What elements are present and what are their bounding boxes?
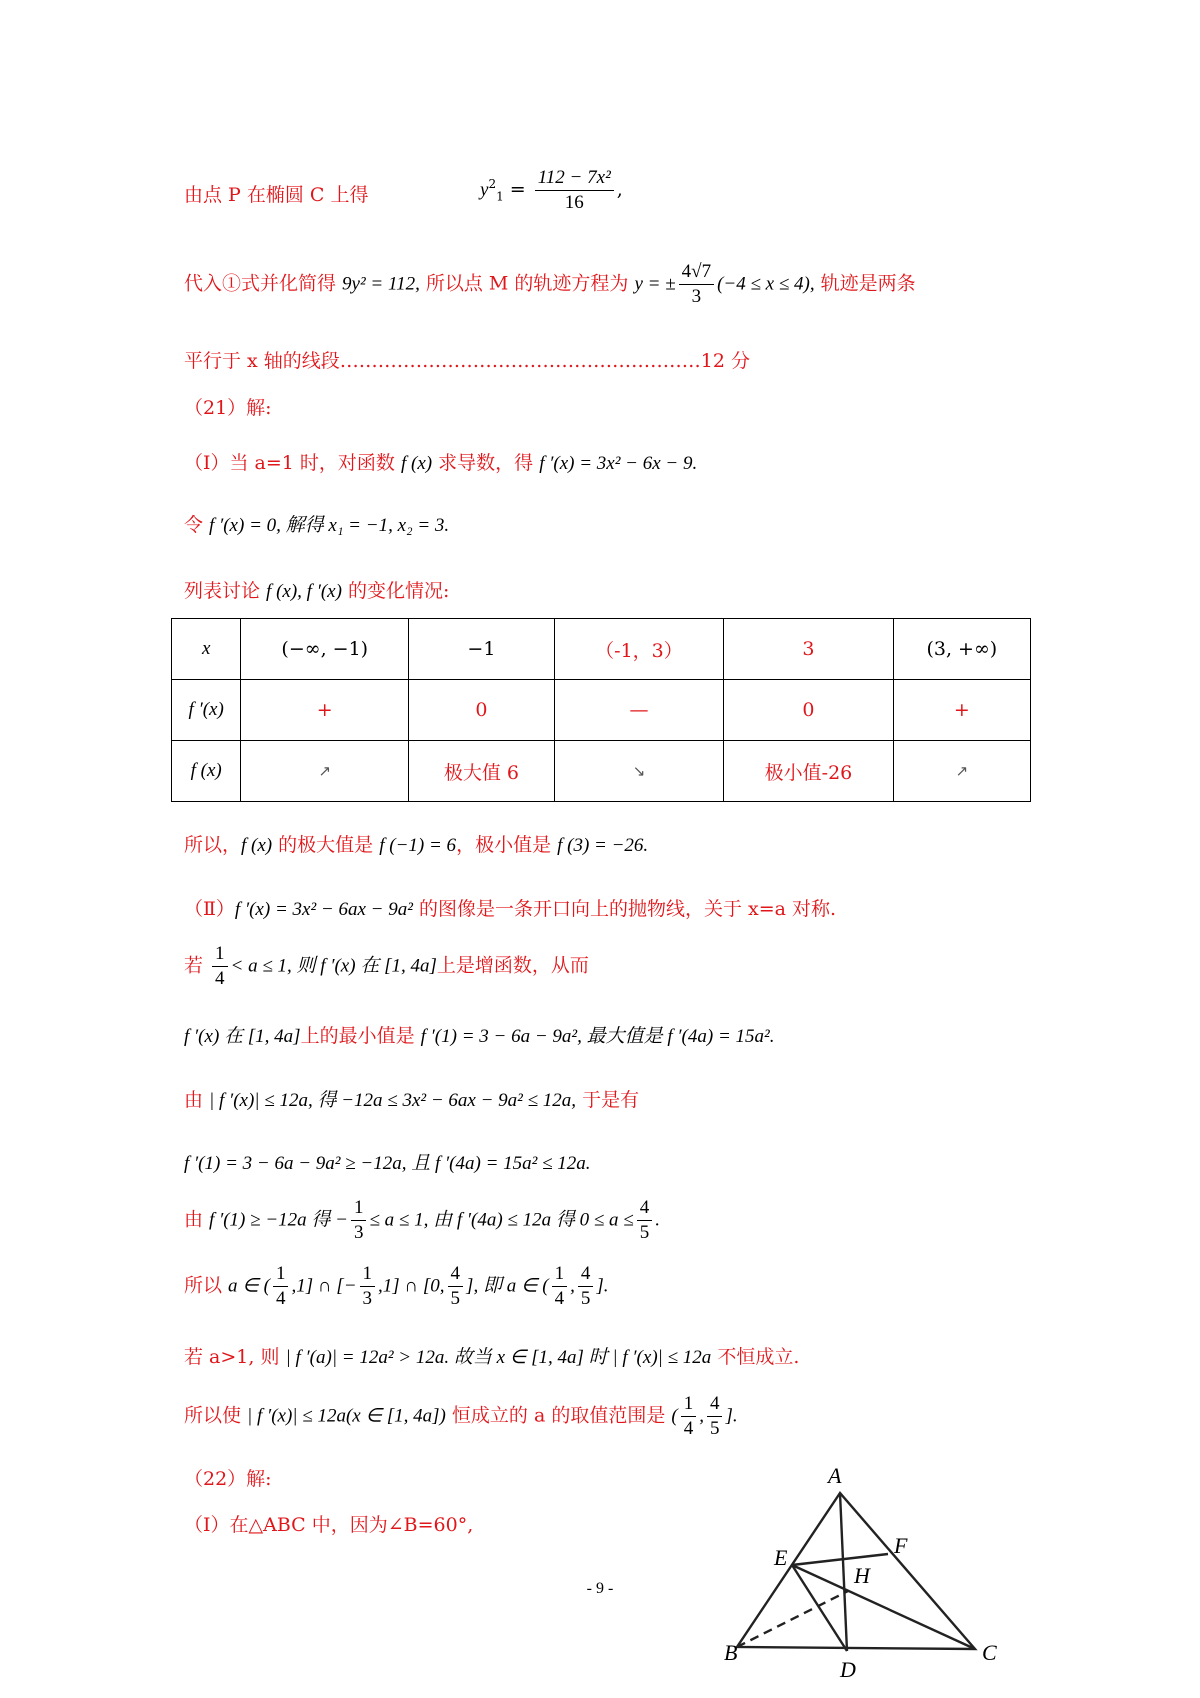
increasing-arrow-icon: ↗ [241, 741, 409, 802]
label-d: D [840, 1657, 856, 1682]
text-line: f ′(x) 在 [1, 4a]上的最小值是 f ′(1) = 3 − 6a − 9a², 最大值是 f ′(4a) = 15a². [184, 1025, 775, 1047]
text-line: 由 | f ′(x)| ≤ 12a, 得 −12a ≤ 3x² − 6ax − 9a² ≤ 12a, 于是有 [184, 1089, 640, 1111]
table-cell: + [893, 680, 1030, 741]
table-cell: — [554, 680, 723, 741]
table-cell: + [241, 680, 409, 741]
text-line: 平行于 x 轴的线段…………………………………………………12 分 [184, 350, 751, 372]
text-line: 代入①式并化简得 9y² = 112, 所以点 M 的轨迹方程为 y = ± $\frac{4√7}{3}$ (−4 ≤ x ≤ 4), 轨迹是两条 [184, 261, 916, 307]
page-number: - 9 - [586, 1580, 614, 1597]
label-a: A [828, 1463, 842, 1488]
label-h: H [854, 1563, 870, 1588]
text-line: （Ⅱ）f ′(x) = 3x² − 6ax − 9a² 的图像是一条开口向上的抛物线，关于 x=a 对称. [184, 898, 837, 920]
table-row [172, 680, 1031, 741]
triangle-figure [712, 1455, 1012, 1693]
table-cell: 3 [724, 619, 893, 680]
section-heading: （22）解: [184, 1468, 272, 1490]
text-line: 列表讨论 f (x), f ′(x) 的变化情况: [184, 580, 450, 602]
label-b: B [724, 1640, 738, 1665]
segment-bh-dashed [737, 1591, 848, 1647]
table-cell: f ′(x) [172, 680, 241, 741]
text-line: 所以，f (x) 的极大值是 f (−1) = 6，极小值是 f (3) = −26. [184, 834, 649, 856]
table-cell: （-1，3） [554, 619, 723, 680]
table-cell: 0 [724, 680, 893, 741]
text-line: 由点 P 在椭圆 C 上得 [184, 184, 369, 206]
segment-ef [792, 1554, 888, 1565]
table-cell: (3, +∞) [893, 619, 1030, 680]
text-line: 令 f ′(x) = 0, 解得 x₁ = −1, x₂ = 3. [184, 514, 450, 536]
text-line: 所以使 | f ′(x)| ≤ 12a(x ∈ [1, 4a]) 恒成立的 a 的取值范围是 ( $\frac{1}{4}$ , $\frac{4}{5}$ ]. [184, 1393, 738, 1439]
text-line: 若 a>1, 则 | f ′(a)| = 12a² > 12a. 故当 x ∈ [1, 4a] 时 | f ′(x)| ≤ 12a 不恒成立. [184, 1346, 800, 1368]
table-cell: f (x) [172, 741, 241, 802]
table-row [172, 741, 1031, 802]
variation-table [171, 618, 1031, 802]
decreasing-arrow-icon: ↘ [554, 741, 723, 802]
table-row [172, 619, 1031, 680]
table-cell: −1 [409, 619, 555, 680]
text-line: 所以 a ∈ ( $\frac{1}{4}$ ,1] ∩ [− $\frac{1}{3}$ ,1] ∩ [0, $\frac{4}{5}$ ], 即 a ∈ ( $\frac{1}{4}$ , $\frac{4}{5}$ ]. [184, 1263, 609, 1309]
table-cell: 0 [409, 680, 555, 741]
section-heading: （21）解: [184, 397, 272, 419]
segment-ad [840, 1493, 847, 1651]
table-cell: 极小值-26 [724, 741, 893, 802]
table-cell: 极大值 6 [409, 741, 555, 802]
table-cell: (−∞, −1) [241, 619, 409, 680]
text-line: （Ⅰ）当 a=1 时，对函数 f (x) 求导数，得 f ′(x) = 3x² − 6x − 9. [184, 452, 698, 474]
text-line: 由 f ′(1) ≥ −12a 得 − $\frac{1}{3}$ ≤ a ≤ 1, 由 f ′(4a) ≤ 12a 得 0 ≤ a ≤ $\frac{4}{5}$ . [184, 1197, 660, 1243]
text-line: f ′(1) = 3 − 6a − 9a² ≥ −12a, 且 f ′(4a) = 15a² ≤ 12a. [184, 1153, 591, 1174]
text-line: 若 $\frac{1}{4}$ < a ≤ 1, 则 f ′(x) 在 [1, 4a]上是增函数，从而 [184, 943, 589, 989]
text-line: （Ⅰ）在△ABC 中，因为∠B=60°, [184, 1514, 474, 1536]
label-c: C [982, 1640, 997, 1665]
ellipse-equation: $y^2_1$ = $\frac{\text{112 − 7x²}}{16}$ , [480, 167, 623, 213]
label-e: E [774, 1545, 788, 1570]
label-f: F [894, 1533, 908, 1558]
increasing-arrow-icon: ↗ [893, 741, 1030, 802]
table-cell: x [172, 619, 241, 680]
